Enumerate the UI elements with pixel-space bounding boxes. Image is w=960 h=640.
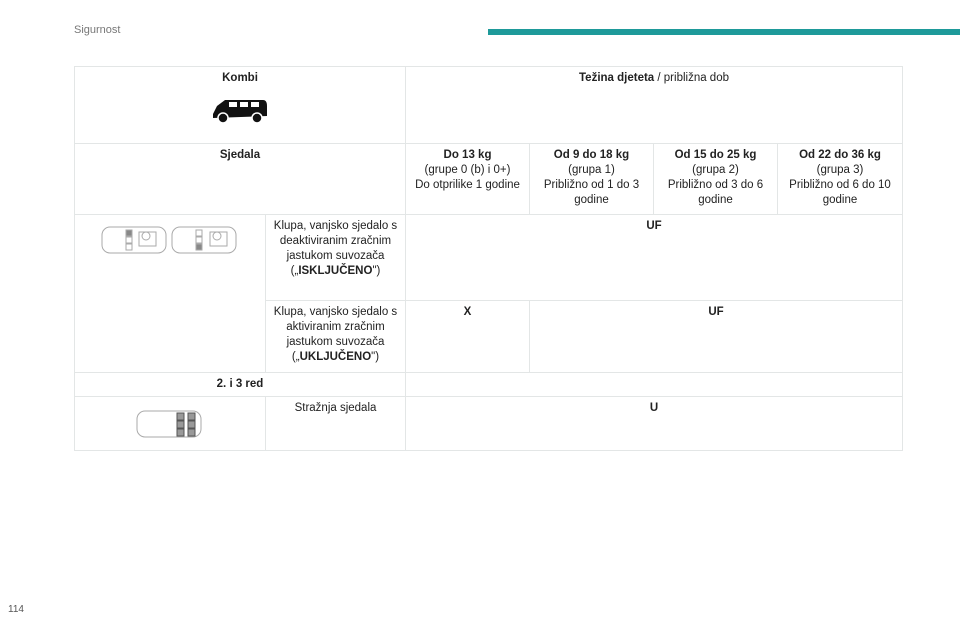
seats-label: Sjedala — [219, 149, 261, 161]
rear-seat-diagram-cell — [75, 397, 266, 451]
group-age: Približno od 1 do 3 godine — [543, 179, 640, 206]
suitability-value: U — [649, 402, 659, 414]
child-seat-table — [74, 66, 903, 451]
suitability-value: UF — [646, 220, 662, 232]
group-weight: Od 9 do 18 kg — [553, 149, 630, 161]
group-cell — [778, 144, 903, 215]
seat-text: Stražnja sjedala — [294, 402, 377, 414]
group-name: (grupa 2) — [692, 164, 739, 176]
seat-description — [266, 301, 406, 373]
suitability-value: UF — [708, 306, 724, 318]
airbag-state: UKLJUČENO — [299, 351, 372, 363]
suitability-cell — [406, 301, 530, 373]
group-weight: Od 22 do 36 kg — [799, 149, 881, 161]
header-accent-bar — [488, 29, 960, 35]
seats-label-cell — [75, 144, 406, 215]
weight-header-bold: Težina djeteta — [579, 72, 655, 84]
row-group-label-cell — [75, 373, 406, 397]
row-group-label: 2. i 3 red — [216, 378, 264, 390]
group-name: (grupe 0 (b) i 0+) — [424, 164, 511, 176]
vehicle-header-cell — [75, 67, 406, 144]
group-weight: Od 15 do 25 kg — [674, 149, 757, 161]
suitability-value: X — [463, 306, 472, 318]
seat-text-end: ") — [372, 265, 381, 277]
group-name: (grupa 1) — [568, 164, 615, 176]
group-name: (grupa 3) — [816, 164, 864, 176]
group-age: Približno od 3 do 6 godine — [667, 179, 764, 206]
airbag-state: ISKLJUČENO — [298, 265, 373, 277]
seat-text: Klupa, vanjsko sjedalo s deaktiviranim zračnim jastukom suvozača („ — [273, 220, 398, 277]
group-cell — [406, 144, 530, 215]
front-seat-layout-icon — [100, 223, 240, 257]
group-cell — [530, 144, 654, 215]
seat-description — [266, 397, 406, 451]
group-cell — [654, 144, 778, 215]
page-number: 114 — [8, 604, 24, 615]
seat-text-end: ") — [371, 351, 380, 363]
section-title: Sigurnost — [74, 24, 121, 36]
group-weight: Do 13 kg — [443, 149, 492, 161]
weight-header-cell — [406, 67, 903, 144]
front-seat-diagram-cell — [75, 215, 266, 373]
group-age: Do otprilike 1 godine — [415, 179, 520, 191]
seat-description — [266, 215, 406, 301]
group-age: Približno od 6 do 10 godine — [789, 179, 891, 206]
suitability-cell — [406, 215, 903, 301]
empty-cell — [406, 373, 903, 397]
suitability-cell — [530, 301, 903, 373]
van-icon — [211, 96, 269, 124]
suitability-cell — [406, 397, 903, 451]
rear-seat-layout-icon — [135, 407, 205, 441]
vehicle-label: Kombi — [222, 72, 258, 84]
weight-header-rest: / približna dob — [654, 72, 729, 84]
seat-text: Klupa, vanjsko sjedalo s aktiviranim zračnim jastukom suvozača („ — [273, 306, 398, 363]
